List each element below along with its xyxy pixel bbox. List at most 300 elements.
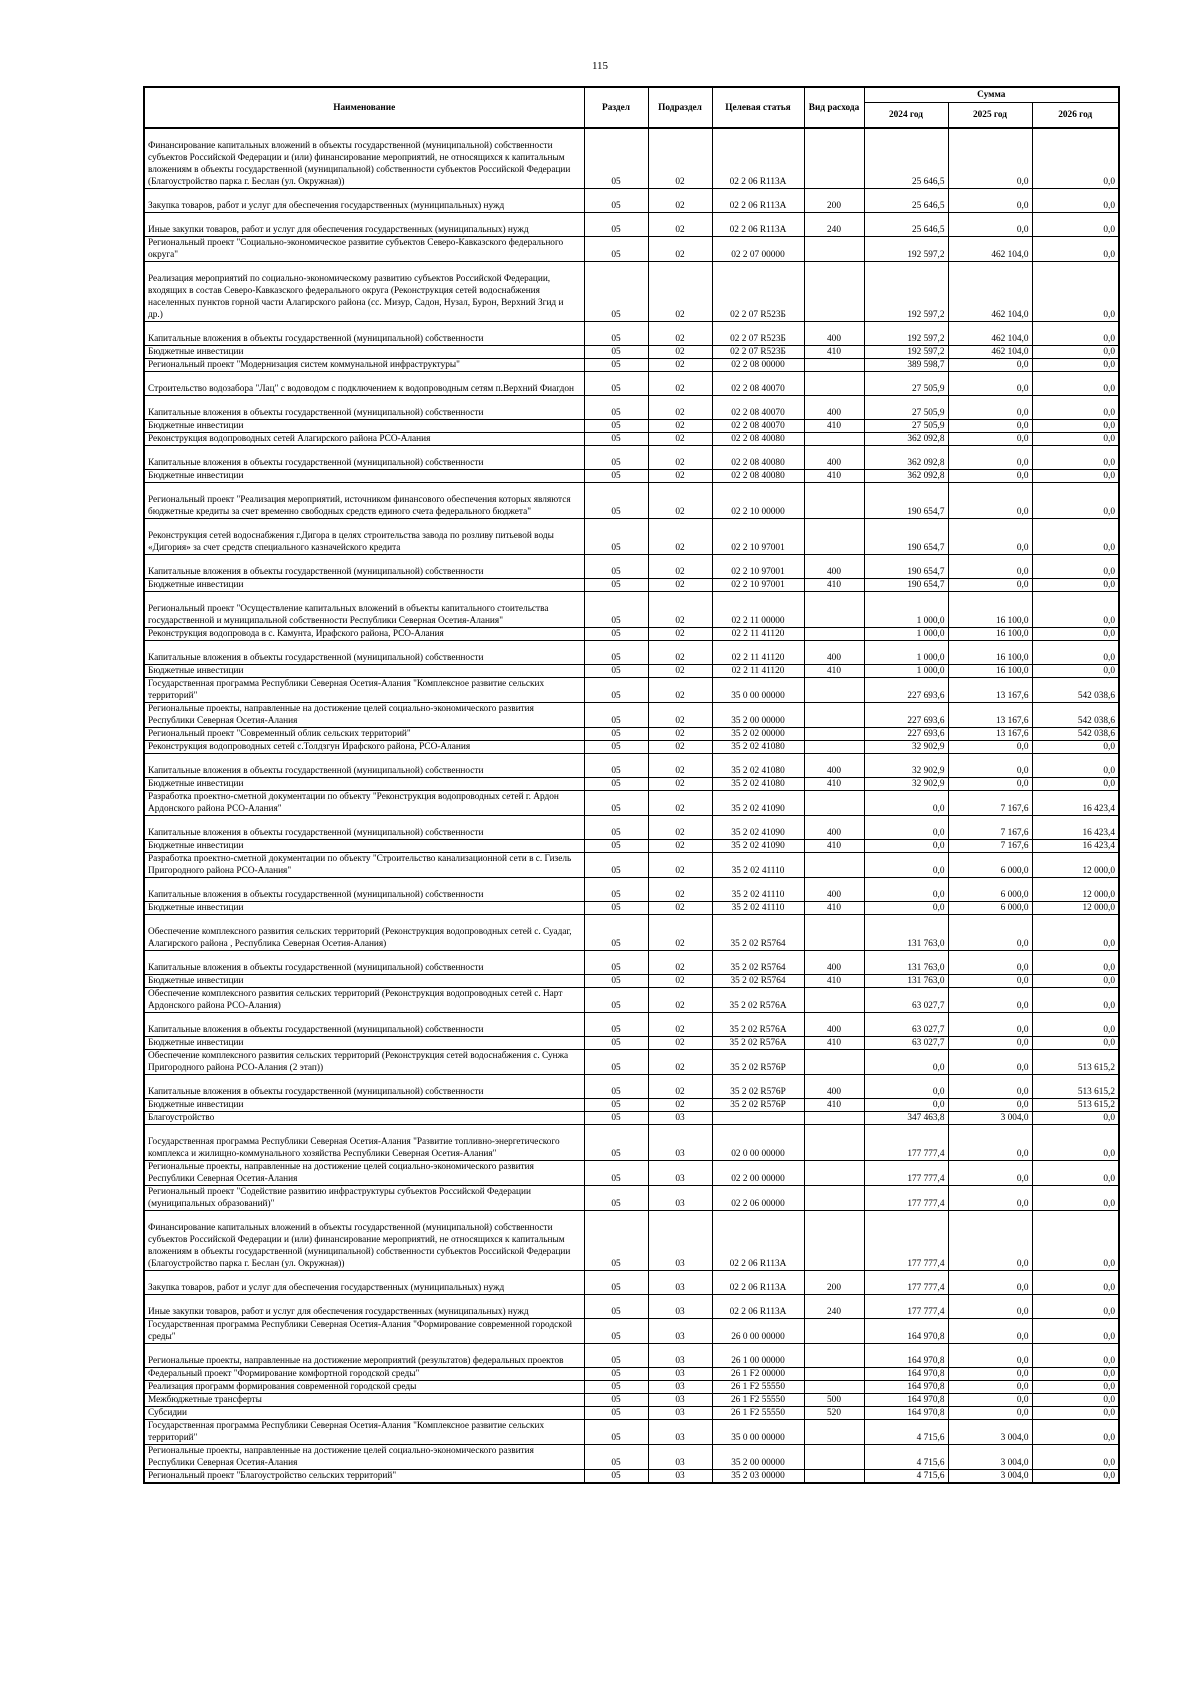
row-section: 05 — [584, 1098, 648, 1111]
header-section: Раздел — [584, 87, 648, 128]
table-row — [144, 1367, 1119, 1380]
header-target: Целевая статья — [712, 87, 804, 128]
row-name: Строительство водозабора "Лац" с водоводом с подключением к водопроводным сетям п.Верхний Фиагдон — [144, 371, 584, 395]
row-expense-type: 400 — [804, 1074, 864, 1098]
row-name: Региональный проект "Осуществление капитальных вложений в объекты капитального стоительства государственной и муниципальной собственности Республики Северная Осетия-Алания" — [144, 591, 584, 627]
row-amount-2026: 0,0 — [1032, 212, 1119, 236]
row-target: 35 2 03 00000 — [712, 1469, 804, 1483]
row-name: Обеспечение комплексного развития сельских территорий (Реконструкция сетей водоснабжения с. Сунжа Пригородного района РСО-Алания (2 этап)) — [144, 1049, 584, 1074]
row-expense-type: 410 — [804, 469, 864, 482]
row-expense-type: 400 — [804, 321, 864, 345]
row-expense-type: 200 — [804, 188, 864, 212]
row-name: Иные закупки товаров, работ и услуг для обеспечения государственных (муниципальных) нужд — [144, 1294, 584, 1318]
row-section: 05 — [584, 1444, 648, 1469]
row-name: Реконструкция водопроводных сетей с.Толдзгун Ирафского района, РСО-Алания — [144, 740, 584, 753]
table-row — [144, 128, 1119, 188]
row-section: 05 — [584, 578, 648, 591]
row-amount-2024: 25 646,5 — [864, 188, 948, 212]
row-amount-2024: 192 597,2 — [864, 236, 948, 261]
row-amount-2026: 513 615,2 — [1032, 1074, 1119, 1098]
row-amount-2026: 0,0 — [1032, 188, 1119, 212]
row-expense-type: 400 — [804, 640, 864, 664]
row-subsection: 02 — [648, 1074, 712, 1098]
row-expense-type: 400 — [804, 395, 864, 419]
row-amount-2025: 0,0 — [948, 1380, 1032, 1393]
table-row — [144, 1469, 1119, 1483]
row-target: 35 2 02 R576A — [712, 1012, 804, 1036]
row-expense-type — [804, 432, 864, 445]
row-section: 05 — [584, 664, 648, 677]
row-section: 05 — [584, 445, 648, 469]
row-section: 05 — [584, 518, 648, 554]
row-expense-type: 410 — [804, 901, 864, 914]
row-amount-2024: 32 902,9 — [864, 777, 948, 790]
table-row — [144, 1294, 1119, 1318]
table-row — [144, 740, 1119, 753]
header-year-2026: 2026 год — [1032, 103, 1119, 129]
row-target: 02 2 08 40080 — [712, 445, 804, 469]
row-name: Государственная программа Республики Северная Осетия-Алания "Формирование современной городской среды" — [144, 1318, 584, 1343]
row-amount-2024: 177 777,4 — [864, 1210, 948, 1270]
row-subsection: 02 — [648, 469, 712, 482]
row-section: 05 — [584, 469, 648, 482]
row-amount-2024: 25 646,5 — [864, 128, 948, 188]
row-expense-type: 400 — [804, 445, 864, 469]
row-name: Разработка проектно-сметной документации по объекту "Реконструкция водопроводных сетей г. Ардон Ардонского района РСО-Алания" — [144, 790, 584, 815]
row-target: 02 2 08 40070 — [712, 395, 804, 419]
table-row — [144, 727, 1119, 740]
row-name: Государственная программа Республики Северная Осетия-Алания "Комплексное развитие сельских территорий" — [144, 677, 584, 702]
row-amount-2026: 513 615,2 — [1032, 1049, 1119, 1074]
row-section: 05 — [584, 419, 648, 432]
row-amount-2024: 131 763,0 — [864, 974, 948, 987]
row-amount-2026: 0,0 — [1032, 261, 1119, 321]
row-subsection: 02 — [648, 321, 712, 345]
row-name: Капитальные вложения в объекты государственной (муниципальной) собственности — [144, 753, 584, 777]
row-amount-2024: 177 777,4 — [864, 1185, 948, 1210]
row-section: 05 — [584, 753, 648, 777]
row-name: Региональные проекты, направленные на достижение целей социально-экономического развития Республики Северная Осетия-Алания — [144, 702, 584, 727]
row-subsection: 02 — [648, 591, 712, 627]
row-name: Региональный проект "Реализация мероприятий, источником финансового обеспечения которых являются бюджетные кредиты за счет временно свободных средств единого счета федерального бюджета" — [144, 482, 584, 518]
row-name: Капитальные вложения в объекты государственной (муниципальной) собственности — [144, 1074, 584, 1098]
row-section: 05 — [584, 914, 648, 950]
row-subsection: 03 — [648, 1419, 712, 1444]
row-amount-2025: 0,0 — [948, 914, 1032, 950]
row-amount-2025: 0,0 — [948, 1318, 1032, 1343]
table-row — [144, 591, 1119, 627]
row-amount-2025: 0,0 — [948, 1012, 1032, 1036]
row-name: Финансирование капитальных вложений в объекты государственной (муниципальной) собственности субъектов Российской Федерации и (или) финансирование мероприятий, не относящихся к капитальным вложениям в объекты государственной (муниципальной) собственности субъектов Российской Федерации (Благоустройство парка г. Беслан (ул. Окружная)) — [144, 128, 584, 188]
row-amount-2025: 0,0 — [948, 740, 1032, 753]
row-target: 02 2 06 R113A — [712, 1270, 804, 1294]
row-target: 02 2 06 R113A — [712, 1210, 804, 1270]
row-subsection: 02 — [648, 901, 712, 914]
row-amount-2025: 0,0 — [948, 1367, 1032, 1380]
row-target: 02 2 11 41120 — [712, 640, 804, 664]
row-target: 02 2 11 00000 — [712, 591, 804, 627]
table-row — [144, 901, 1119, 914]
row-expense-type — [804, 1185, 864, 1210]
row-name: Капитальные вложения в объекты государственной (муниципальной) собственности — [144, 950, 584, 974]
row-section: 05 — [584, 1210, 648, 1270]
row-expense-type — [804, 1367, 864, 1380]
row-section: 05 — [584, 1419, 648, 1444]
row-amount-2025: 0,0 — [948, 482, 1032, 518]
row-target: 02 2 08 40070 — [712, 419, 804, 432]
table-row — [144, 987, 1119, 1012]
row-amount-2024: 1 000,0 — [864, 627, 948, 640]
row-amount-2024: 190 654,7 — [864, 554, 948, 578]
header-year-2024: 2024 год — [864, 103, 948, 129]
table-row — [144, 1185, 1119, 1210]
row-expense-type — [804, 1160, 864, 1185]
row-target: 02 2 07 00000 — [712, 236, 804, 261]
row-target: 02 2 06 R113A — [712, 128, 804, 188]
row-expense-type: 410 — [804, 1036, 864, 1049]
row-amount-2026: 0,0 — [1032, 1036, 1119, 1049]
row-amount-2024: 131 763,0 — [864, 914, 948, 950]
table-row — [144, 777, 1119, 790]
row-amount-2025: 0,0 — [948, 1074, 1032, 1098]
row-amount-2026: 542 038,6 — [1032, 677, 1119, 702]
row-name: Региональный проект "Содействие развитию инфраструктуры субъектов Российской Федерации (муниципальных образований)" — [144, 1185, 584, 1210]
table-row — [144, 371, 1119, 395]
row-amount-2025: 0,0 — [948, 777, 1032, 790]
table-row — [144, 554, 1119, 578]
row-subsection: 02 — [648, 236, 712, 261]
table-row — [144, 321, 1119, 345]
table-row — [144, 1074, 1119, 1098]
table-row — [144, 1343, 1119, 1367]
table-row — [144, 877, 1119, 901]
table-row — [144, 640, 1119, 664]
table-row — [144, 1393, 1119, 1406]
row-expense-type: 410 — [804, 664, 864, 677]
row-expense-type: 400 — [804, 815, 864, 839]
row-name: Капитальные вложения в объекты государственной (муниципальной) собственности — [144, 321, 584, 345]
table-row — [144, 432, 1119, 445]
row-expense-type — [804, 1210, 864, 1270]
row-name: Бюджетные инвестиции — [144, 1098, 584, 1111]
row-target: 35 2 02 41080 — [712, 740, 804, 753]
row-name: Бюджетные инвестиции — [144, 901, 584, 914]
row-section: 05 — [584, 974, 648, 987]
row-amount-2025: 13 167,6 — [948, 727, 1032, 740]
row-expense-type: 240 — [804, 1294, 864, 1318]
row-amount-2026: 542 038,6 — [1032, 727, 1119, 740]
row-amount-2026: 0,0 — [1032, 395, 1119, 419]
row-amount-2024: 227 693,6 — [864, 677, 948, 702]
row-section: 05 — [584, 839, 648, 852]
row-amount-2024: 177 777,4 — [864, 1160, 948, 1185]
row-amount-2025: 0,0 — [948, 1124, 1032, 1160]
row-section: 05 — [584, 815, 648, 839]
row-amount-2024: 63 027,7 — [864, 987, 948, 1012]
row-amount-2025: 0,0 — [948, 432, 1032, 445]
row-section: 05 — [584, 877, 648, 901]
row-target: 35 2 02 41090 — [712, 815, 804, 839]
row-name: Бюджетные инвестиции — [144, 1036, 584, 1049]
row-expense-type: 500 — [804, 1393, 864, 1406]
row-section: 05 — [584, 591, 648, 627]
table-row — [144, 677, 1119, 702]
table-row — [144, 345, 1119, 358]
header-name: Наименование — [144, 87, 584, 128]
row-amount-2026: 0,0 — [1032, 591, 1119, 627]
row-amount-2024: 347 463,8 — [864, 1111, 948, 1124]
row-amount-2026: 0,0 — [1032, 1419, 1119, 1444]
row-amount-2025: 0,0 — [948, 1210, 1032, 1270]
row-amount-2026: 0,0 — [1032, 128, 1119, 188]
row-subsection: 02 — [648, 371, 712, 395]
row-subsection: 02 — [648, 1049, 712, 1074]
row-section: 05 — [584, 395, 648, 419]
row-subsection: 02 — [648, 777, 712, 790]
table-row — [144, 974, 1119, 987]
row-expense-type — [804, 727, 864, 740]
row-amount-2025: 0,0 — [948, 518, 1032, 554]
row-name: Бюджетные инвестиции — [144, 777, 584, 790]
table-row — [144, 578, 1119, 591]
row-target: 02 2 10 97001 — [712, 578, 804, 591]
row-expense-type: 200 — [804, 1270, 864, 1294]
table-row — [144, 482, 1119, 518]
row-section: 05 — [584, 554, 648, 578]
page-number: 115 — [591, 60, 609, 72]
row-name: Капитальные вложения в объекты государственной (муниципальной) собственности — [144, 640, 584, 664]
row-expense-type: 410 — [804, 1098, 864, 1111]
row-target: 35 2 02 R5764 — [712, 974, 804, 987]
row-target: 26 1 F2 55550 — [712, 1380, 804, 1393]
row-subsection: 02 — [648, 1098, 712, 1111]
row-amount-2026: 0,0 — [1032, 1444, 1119, 1469]
row-amount-2025: 0,0 — [948, 469, 1032, 482]
row-amount-2026: 0,0 — [1032, 371, 1119, 395]
row-amount-2024: 0,0 — [864, 790, 948, 815]
table-row — [144, 627, 1119, 640]
row-name: Обеспечение комплексного развития сельских территорий (Реконструкция водопроводных сетей с. Нарт Ардонского района РСО-Алания) — [144, 987, 584, 1012]
row-subsection: 02 — [648, 677, 712, 702]
row-expense-type: 400 — [804, 1012, 864, 1036]
row-amount-2024: 4 715,6 — [864, 1444, 948, 1469]
row-amount-2026: 0,0 — [1032, 419, 1119, 432]
row-amount-2026: 0,0 — [1032, 1185, 1119, 1210]
row-amount-2026: 0,0 — [1032, 1270, 1119, 1294]
table-row — [144, 1111, 1119, 1124]
table-row — [144, 1318, 1119, 1343]
row-name: Реконструкция водопроводных сетей Алагирского района РСО-Алания — [144, 432, 584, 445]
row-name: Разработка проектно-сметной документации по объекту "Строительство канализационной сети в с. Гизель Пригородного района РСО-Алания" — [144, 852, 584, 877]
row-amount-2025: 0,0 — [948, 395, 1032, 419]
row-name: Бюджетные инвестиции — [144, 419, 584, 432]
row-amount-2024: 177 777,4 — [864, 1124, 948, 1160]
row-amount-2025: 0,0 — [948, 188, 1032, 212]
row-subsection: 02 — [648, 1012, 712, 1036]
row-expense-type — [804, 1343, 864, 1367]
row-amount-2024: 0,0 — [864, 877, 948, 901]
row-target: 02 2 08 00000 — [712, 358, 804, 371]
row-section: 05 — [584, 1049, 648, 1074]
row-amount-2025: 0,0 — [948, 212, 1032, 236]
row-target: 35 2 02 41110 — [712, 852, 804, 877]
row-section: 05 — [584, 790, 648, 815]
row-target: 35 2 02 41110 — [712, 877, 804, 901]
row-section: 05 — [584, 236, 648, 261]
row-name: Капитальные вложения в объекты государственной (муниципальной) собственности — [144, 1012, 584, 1036]
row-amount-2026: 0,0 — [1032, 482, 1119, 518]
row-amount-2024: 63 027,7 — [864, 1012, 948, 1036]
row-name: Бюджетные инвестиции — [144, 578, 584, 591]
table-row — [144, 395, 1119, 419]
row-amount-2026: 0,0 — [1032, 914, 1119, 950]
row-subsection: 02 — [648, 950, 712, 974]
row-amount-2025: 6 000,0 — [948, 877, 1032, 901]
row-subsection: 02 — [648, 188, 712, 212]
row-amount-2024: 190 654,7 — [864, 518, 948, 554]
table-row — [144, 1419, 1119, 1444]
table-row — [144, 1049, 1119, 1074]
row-amount-2025: 3 004,0 — [948, 1111, 1032, 1124]
row-target: 02 2 06 R113A — [712, 212, 804, 236]
row-amount-2024: 192 597,2 — [864, 261, 948, 321]
header-expense-type: Вид расхода — [804, 87, 864, 128]
row-amount-2026: 513 615,2 — [1032, 1098, 1119, 1111]
row-expense-type — [804, 1049, 864, 1074]
row-amount-2026: 0,0 — [1032, 740, 1119, 753]
row-amount-2024: 362 092,8 — [864, 469, 948, 482]
row-subsection: 02 — [648, 987, 712, 1012]
row-name: Капитальные вложения в объекты государственной (муниципальной) собственности — [144, 395, 584, 419]
row-subsection: 02 — [648, 345, 712, 358]
table-row — [144, 914, 1119, 950]
row-expense-type — [804, 482, 864, 518]
row-target: 35 0 00 00000 — [712, 1419, 804, 1444]
row-name: Региональный проект "Модернизация систем коммунальной инфраструктуры" — [144, 358, 584, 371]
row-expense-type: 520 — [804, 1406, 864, 1419]
row-name: Закупка товаров, работ и услуг для обеспечения государственных (муниципальных) нужд — [144, 1270, 584, 1294]
row-target: 35 2 02 00000 — [712, 727, 804, 740]
row-amount-2025: 0,0 — [948, 445, 1032, 469]
row-amount-2026: 0,0 — [1032, 974, 1119, 987]
row-subsection: 03 — [648, 1393, 712, 1406]
table-row — [144, 1380, 1119, 1393]
row-amount-2024: 164 970,8 — [864, 1318, 948, 1343]
row-expense-type — [804, 236, 864, 261]
row-section: 05 — [584, 901, 648, 914]
row-expense-type — [804, 627, 864, 640]
row-section: 05 — [584, 677, 648, 702]
row-section: 05 — [584, 1367, 648, 1380]
row-subsection: 02 — [648, 212, 712, 236]
row-name: Иные закупки товаров, работ и услуг для обеспечения государственных (муниципальных) нужд — [144, 212, 584, 236]
row-name: Государственная программа Республики Северная Осетия-Алания "Развитие топливно-энергетического комплекса и жилищно-коммунального хозяйства Республики Северная Осетия-Алания" — [144, 1124, 584, 1160]
row-amount-2024: 0,0 — [864, 1074, 948, 1098]
row-expense-type: 410 — [804, 777, 864, 790]
table-row — [144, 1124, 1119, 1160]
row-name: Региональный проект "Благоустройство сельских территорий" — [144, 1469, 584, 1483]
row-name: Реконструкция сетей водоснабжения г.Дигора в целях строительства завода по розливу питьевой воды «Дигория» за счет средств специального казначейского кредита — [144, 518, 584, 554]
row-amount-2025: 16 100,0 — [948, 664, 1032, 677]
row-amount-2026: 0,0 — [1032, 518, 1119, 554]
row-expense-type — [804, 1380, 864, 1393]
row-subsection: 02 — [648, 128, 712, 188]
row-expense-type — [804, 914, 864, 950]
row-section: 05 — [584, 128, 648, 188]
row-subsection: 03 — [648, 1380, 712, 1393]
row-amount-2026: 0,0 — [1032, 1294, 1119, 1318]
row-subsection: 02 — [648, 640, 712, 664]
row-section: 05 — [584, 1124, 648, 1160]
row-amount-2024: 190 654,7 — [864, 578, 948, 591]
row-section: 05 — [584, 1294, 648, 1318]
row-amount-2024: 0,0 — [864, 815, 948, 839]
row-subsection: 02 — [648, 753, 712, 777]
row-expense-type — [804, 677, 864, 702]
row-target: 35 2 02 41080 — [712, 777, 804, 790]
row-target: 02 2 06 R113A — [712, 188, 804, 212]
row-target: 02 2 07 R523Б — [712, 345, 804, 358]
row-amount-2025: 462 104,0 — [948, 236, 1032, 261]
row-expense-type — [804, 852, 864, 877]
row-section: 05 — [584, 1318, 648, 1343]
row-subsection: 03 — [648, 1160, 712, 1185]
row-subsection: 03 — [648, 1367, 712, 1380]
row-expense-type — [804, 261, 864, 321]
row-amount-2026: 0,0 — [1032, 1367, 1119, 1380]
row-name: Региональный проект "Современный облик сельских территорий" — [144, 727, 584, 740]
row-expense-type: 400 — [804, 753, 864, 777]
row-name: Региональный проект "Социально-экономическое развитие субъектов Северо-Кавказского федерального округа" — [144, 236, 584, 261]
row-section: 05 — [584, 432, 648, 445]
row-section: 05 — [584, 261, 648, 321]
row-amount-2025: 16 100,0 — [948, 627, 1032, 640]
row-target: 35 2 02 41090 — [712, 790, 804, 815]
row-name: Бюджетные инвестиции — [144, 839, 584, 852]
row-subsection: 03 — [648, 1185, 712, 1210]
row-name: Субсидии — [144, 1406, 584, 1419]
row-amount-2025: 3 004,0 — [948, 1469, 1032, 1483]
table-row — [144, 702, 1119, 727]
row-amount-2024: 164 970,8 — [864, 1380, 948, 1393]
row-section: 05 — [584, 987, 648, 1012]
row-target: 02 2 10 97001 — [712, 518, 804, 554]
row-subsection: 03 — [648, 1124, 712, 1160]
row-expense-type — [804, 1111, 864, 1124]
row-amount-2026: 0,0 — [1032, 1469, 1119, 1483]
row-subsection: 03 — [648, 1444, 712, 1469]
row-target: 02 2 00 00000 — [712, 1160, 804, 1185]
row-name: Реализация программ формирования современной городской среды — [144, 1380, 584, 1393]
row-name: Межбюджетные трансферты — [144, 1393, 584, 1406]
row-name: Бюджетные инвестиции — [144, 345, 584, 358]
row-amount-2026: 0,0 — [1032, 358, 1119, 371]
table-row — [144, 518, 1119, 554]
row-amount-2026: 0,0 — [1032, 1124, 1119, 1160]
row-expense-type — [804, 790, 864, 815]
row-expense-type: 410 — [804, 974, 864, 987]
row-section: 05 — [584, 188, 648, 212]
row-section: 05 — [584, 1012, 648, 1036]
row-subsection: 02 — [648, 852, 712, 877]
row-amount-2024: 177 777,4 — [864, 1270, 948, 1294]
row-amount-2026: 0,0 — [1032, 1160, 1119, 1185]
row-amount-2024: 164 970,8 — [864, 1343, 948, 1367]
row-subsection: 02 — [648, 914, 712, 950]
row-amount-2026: 542 038,6 — [1032, 702, 1119, 727]
row-section: 05 — [584, 1469, 648, 1483]
table-row — [144, 852, 1119, 877]
